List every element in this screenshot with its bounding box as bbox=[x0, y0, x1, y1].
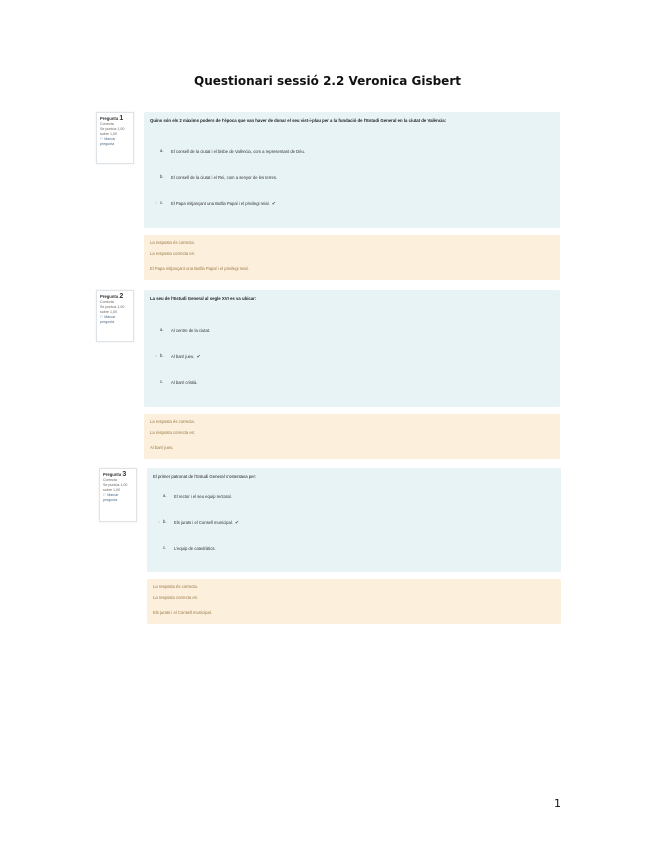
radio-selected-icon: ○ bbox=[155, 354, 158, 358]
feedback-box-2 bbox=[144, 414, 560, 459]
question-label: Pregunta 1 bbox=[100, 115, 124, 122]
feedback-result: La resposta és correcta. bbox=[150, 419, 195, 424]
flag-icon: ⚐ bbox=[100, 315, 104, 319]
flag-icon: ⚐ bbox=[100, 137, 104, 141]
question-status: Correcta bbox=[103, 478, 117, 482]
document-title: Questionari sessió 2.2 Veronica Gisbert bbox=[194, 74, 461, 88]
question-status: Correcta bbox=[100, 122, 114, 126]
question-info-3 bbox=[99, 468, 137, 522]
question-text: Quins són els 2 màxims poders de l’època que van haver de donar el seu vist-i-plau per a la fundació de l’Estudi General en la ciutat de València: bbox=[150, 118, 447, 123]
question-info-1 bbox=[96, 112, 134, 164]
question-text: El primer patronat de l’Estudi General s’ostentava per: bbox=[153, 474, 257, 479]
feedback-correct-answer: Els jurats i el Consell municipal. bbox=[153, 610, 212, 615]
flag-question-link[interactable]: ⚐ Marcar pregunta bbox=[103, 493, 119, 502]
question-box-2: La seu de l’Estudi General al segle XVI es va ubicar: a. Al centre de la ciutat. ○ b. Al barri jueu. ✔ c. Al barri cristià. bbox=[144, 290, 560, 407]
flag-question-link[interactable]: ⚐ Marcar pregunta bbox=[100, 137, 116, 146]
question-text: La seu de l’Estudi General al segle XVI es va ubicar: bbox=[150, 296, 257, 301]
question-score: Se puntúa 1,00 sobre 1,00 bbox=[100, 127, 125, 136]
question-label: Pregunta 2 bbox=[100, 293, 124, 300]
feedback-correct-answer: El Papa mitjançant una Butlla Papal i el privilegi reial. bbox=[150, 266, 249, 271]
question-box-1: Quins són els 2 màxims poders de l’època que van haver de donar el seu vist-i-plau per a la fundació de l’Estudi General en la ciutat de València: a. El consell de la ciutat i el bisbe de València, com a representant de Déu. b. El consell de la ciutat i el Rei, com a senyor de les terres. ○ c. El Papa mitjançant una Butlla Papal i el privilegi reial. ✔ bbox=[144, 112, 560, 228]
flag-question-link[interactable]: ⚐ Marcar pregunta bbox=[100, 315, 116, 324]
feedback-box-1 bbox=[144, 235, 560, 280]
question-status: Correcta bbox=[100, 300, 114, 304]
radio-selected-icon: ○ bbox=[155, 201, 158, 205]
question-label: Pregunta 3 bbox=[103, 471, 127, 478]
radio-selected-icon: ○ bbox=[158, 520, 161, 524]
feedback-result: La resposta és correcta. bbox=[153, 584, 198, 589]
question-score: Se puntúa 1,00 sobre 1,00 bbox=[103, 483, 128, 492]
flag-icon: ⚐ bbox=[103, 493, 107, 497]
feedback-correct-answer: Al barri jueu. bbox=[150, 445, 174, 450]
feedback-correct-label: La resposta correcta es: bbox=[150, 251, 195, 256]
question-box-3: El primer patronat de l’Estudi General s’ostentava per: a. El rector i el seu equip rectoral. ○ b. Els jurats i el Consell municipal. ✔ c. L’equip de catedràtics. bbox=[147, 468, 561, 572]
feedback-result: La resposta és correcta. bbox=[150, 240, 195, 245]
checkmark-icon: ✔ bbox=[271, 201, 276, 207]
question-info-2 bbox=[96, 290, 134, 342]
checkmark-icon: ✔ bbox=[196, 354, 201, 360]
feedback-correct-label: La resposta correcta es: bbox=[150, 430, 195, 435]
page-number: 1 bbox=[554, 797, 561, 810]
feedback-box-3 bbox=[147, 579, 561, 624]
question-score: Se puntúa 1,00 sobre 1,00 bbox=[100, 305, 125, 314]
feedback-correct-label: La resposta correcta es: bbox=[153, 595, 198, 600]
checkmark-icon: ✔ bbox=[234, 520, 240, 526]
